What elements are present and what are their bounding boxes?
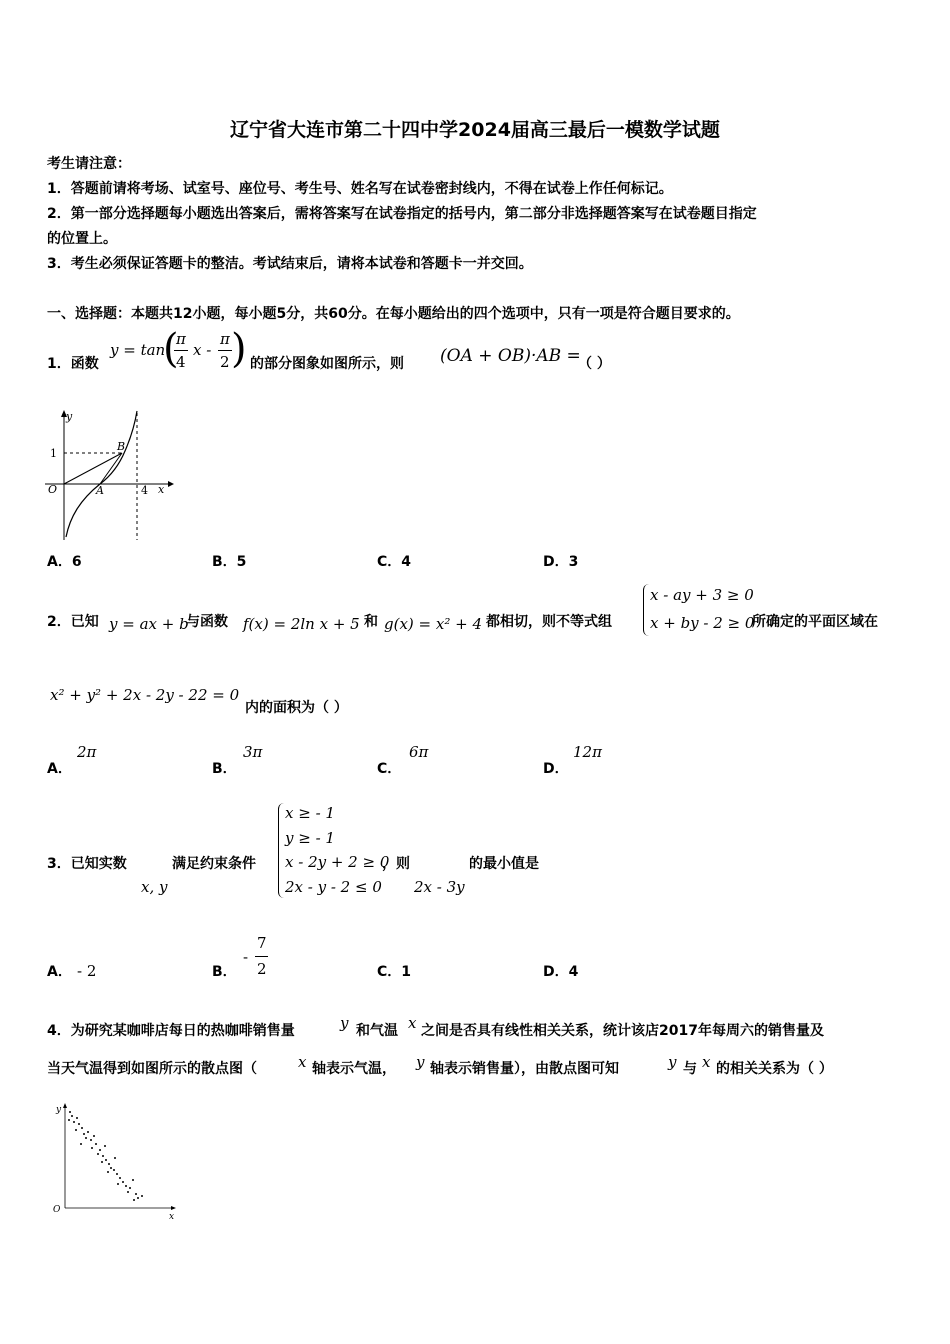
q4-var-y-3: y <box>668 1053 677 1071</box>
q1-tan-graph <box>40 405 180 545</box>
q3-option-b-sign: - <box>243 948 249 966</box>
q2-text-3: 都相切，则不等式组 <box>486 614 612 630</box>
q3-text-2: ，则 <box>382 856 410 872</box>
q3-cond-1: x ≥ - 1 <box>285 804 335 822</box>
q1-frac-bar-1 <box>174 350 188 351</box>
q2-text-2: 和 <box>364 614 378 630</box>
q2-option-c[interactable]: C． <box>377 761 402 777</box>
q3-number: 3．已知实数 <box>47 856 127 872</box>
q2-option-a-value: 2π <box>77 743 97 761</box>
q4-line2e: 的相关关系为（ ） <box>716 1061 833 1077</box>
q3-expr: 2x - 3y <box>414 878 465 896</box>
q1-frac-bar-2 <box>218 350 232 351</box>
q2-system-brace <box>643 584 650 636</box>
q3-option-b-den: 2 <box>257 960 267 978</box>
q2-text-4: 所确定的平面区域在 <box>752 614 878 630</box>
q1-right-paren: ) <box>231 326 247 372</box>
q3-cond-3: x - 2y + 2 ≥ 0 <box>285 853 390 871</box>
q1-number: 1．函数 <box>47 356 99 372</box>
q2-option-c-value: 6π <box>409 743 429 761</box>
q2-text-5: 内的面积为（ ） <box>245 700 348 716</box>
q4-line1b: 和气温 <box>356 1023 398 1039</box>
q1-pi-2: π <box>220 330 230 348</box>
q4-line2d: 与 <box>683 1061 697 1077</box>
q2-option-b-value: 3π <box>243 743 263 761</box>
q1-option-b[interactable]: B．5 <box>212 554 247 570</box>
q3-vars: x, y <box>141 878 168 896</box>
q4-scatter-plot <box>48 1098 183 1223</box>
q2-ineq-1: x - ay + 3 ≥ 0 <box>650 586 754 604</box>
q2-f-eq: f(x) = 2ln x + 5 <box>243 615 360 633</box>
q3-option-c[interactable]: C．1 <box>377 964 412 980</box>
graph-label-origin: O <box>48 483 58 496</box>
q3-option-b-frac-bar <box>255 956 268 957</box>
q4-line1c: 之间是否具有线性相关关系，统计该店2017年每周六的销售量及 <box>421 1023 824 1039</box>
q4-var-x-3: x <box>702 1053 711 1071</box>
q4-var-x: x <box>408 1014 417 1032</box>
q2-number: 2．已知 <box>47 614 99 630</box>
q1-text-mid: 的部分图象如图所示，则 <box>250 356 404 372</box>
q4-var-y: y <box>340 1014 349 1032</box>
q2-line-eq: y = ax + b <box>109 615 189 633</box>
q2-circle-eq: x² + y² + 2x - 2y - 22 = 0 <box>50 686 240 704</box>
q1-den-2: 2 <box>220 353 230 371</box>
scatter-label-origin: O <box>53 1205 61 1215</box>
q1-den-4: 4 <box>176 353 186 371</box>
page-title: 辽宁省大连市第二十四中学2024届高三最后一模数学试题 <box>230 119 720 141</box>
q2-option-a[interactable]: A． <box>47 761 72 777</box>
q2-text-1: 与函数 <box>186 614 228 630</box>
q4-line1a: 4．为研究某咖啡店每日的热咖啡销售量 <box>47 1023 295 1039</box>
q1-x-minus: x - <box>193 341 212 359</box>
q1-vector-expr: (OA + OB)·AB = <box>440 346 581 366</box>
q2-option-b[interactable]: B． <box>212 761 237 777</box>
notice-item-3: 3．考生必须保证答题卡的整洁。考试结束后，请将本试卷和答题卡一并交回。 <box>47 256 533 272</box>
q4-line2b: 轴表示气温， <box>312 1061 396 1077</box>
graph-label-b: B <box>117 440 126 453</box>
graph-label-a: A <box>96 484 104 497</box>
q2-g-eq: g(x) = x² + 4 <box>384 615 482 633</box>
notice-item-1: 1．答题前请将考场、试室号、座位号、考生号、姓名写在试卷密封线内，不得在试卷上作任何标记。 <box>47 181 673 197</box>
q1-option-c[interactable]: C．4 <box>377 554 412 570</box>
q1-pi-1: π <box>176 330 186 348</box>
q3-option-a-value: - 2 <box>77 962 97 980</box>
q1-option-d[interactable]: D．3 <box>543 554 579 570</box>
q4-var-y-2: y <box>416 1053 425 1071</box>
graph-label-four: 4 <box>141 484 148 497</box>
q2-option-d[interactable]: D． <box>543 761 569 777</box>
q1-left-paren: ( <box>163 326 179 372</box>
q3-cond-4: 2x - y - 2 ≤ 0 <box>285 878 382 896</box>
notice-heading: 考生请注意： <box>47 156 131 172</box>
q3-option-d[interactable]: D．4 <box>543 964 579 980</box>
q4-line2c: 轴表示销售量），由散点图可知 <box>430 1061 619 1077</box>
scatter-label-y: y <box>56 1105 62 1115</box>
scatter-points <box>68 1111 143 1201</box>
q3-system-brace <box>278 803 285 898</box>
q3-cond-2: y ≥ - 1 <box>285 829 335 847</box>
q2-option-d-value: 12π <box>573 743 602 761</box>
q1-option-a[interactable]: A．6 <box>47 554 82 570</box>
notice-item-2b: 的位置上。 <box>47 231 117 247</box>
q1-func: y = tan <box>110 341 166 359</box>
q4-line2a: 当天气温得到如图所示的散点图（ <box>47 1061 257 1077</box>
q3-option-b[interactable]: B． <box>212 964 237 980</box>
graph-label-one: 1 <box>50 447 57 460</box>
scatter-label-x: x <box>169 1212 175 1222</box>
graph-label-x: x <box>158 483 165 496</box>
graph-label-y: y <box>66 410 73 423</box>
q4-var-x-2: x <box>298 1053 307 1071</box>
q3-text-3: 的最小值是 <box>469 856 539 872</box>
q3-text-1: 满足约束条件 <box>172 856 256 872</box>
section-heading: 一、选择题：本题共12小题，每小题5分，共60分。在每小题给出的四个选项中，只有一项是符合题目要求的。 <box>47 306 740 322</box>
notice-item-2a: 2．第一部分选择题每小题选出答案后，需将答案写在试卷指定的括号内，第二部分非选择题答案写在试卷题目指定 <box>47 206 757 222</box>
q1-answer-paren: （ ） <box>578 356 611 372</box>
q2-ineq-2: x + by - 2 ≥ 0 <box>650 614 755 632</box>
q3-option-b-num: 7 <box>257 934 267 952</box>
q3-option-a[interactable]: A． <box>47 964 72 980</box>
